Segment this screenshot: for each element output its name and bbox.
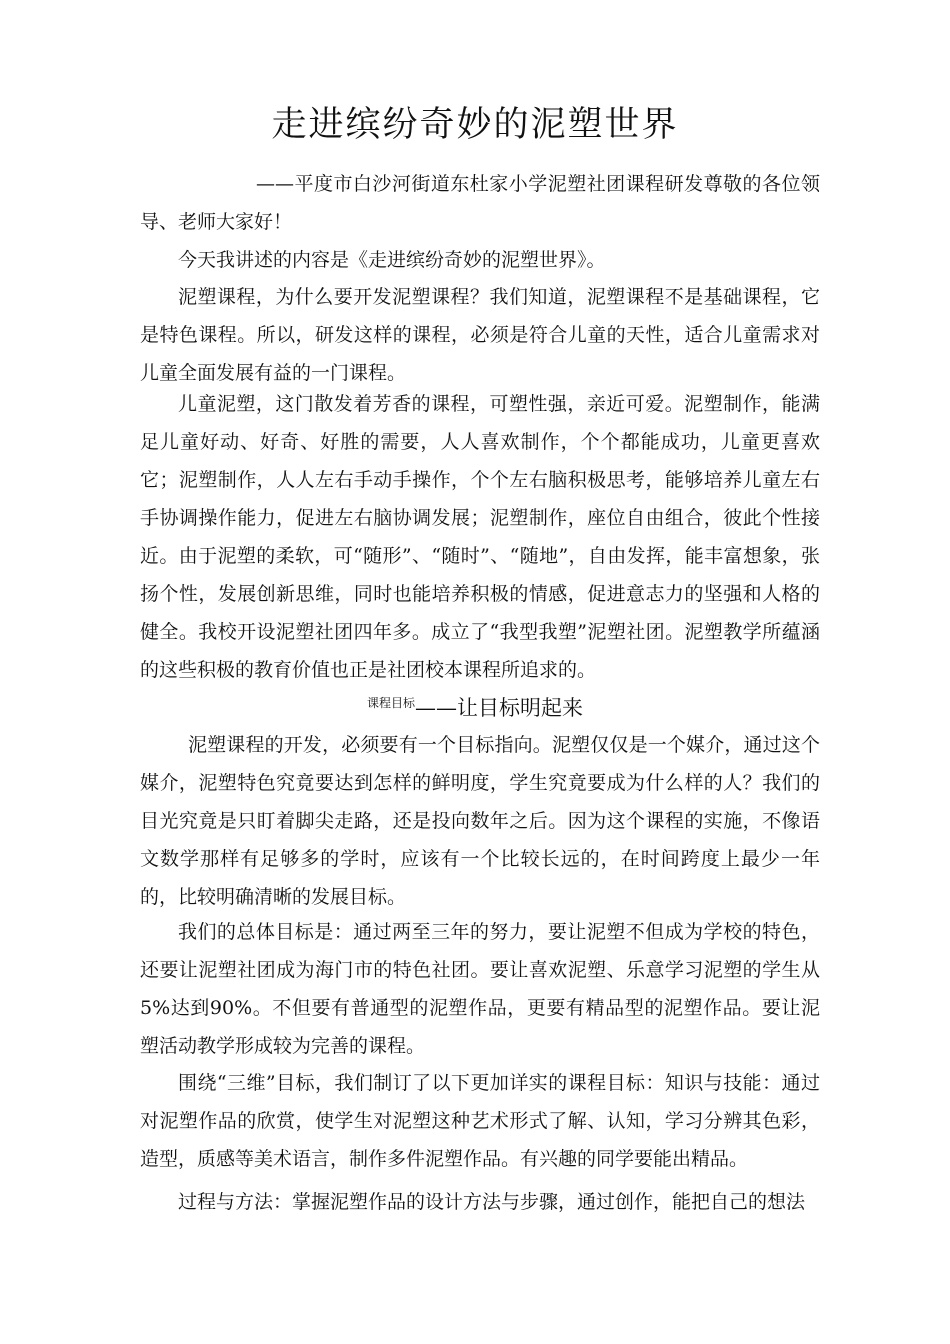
section-heading-text: ——让目标明起来 <box>415 696 583 720</box>
paragraph-children-clay: 儿童泥塑，这门散发着芳香的课程，可塑性强，亲近可爱。泥塑制作，能满足儿童好动、好奇、好胜的需要，人人喜欢制作，个个都能成功，儿童更喜欢它；泥塑制作，人人左右手动手操作，个个左右脑积极思考，能够培养儿童左右手协调操作能力，促进左右脑协调发展；泥塑制作，座位自由组合，彼此个性接近。由于泥塑的柔软，可“随形”、“随时”、“随地”，自由发挥，能丰富想象，张扬个性，发展创新思维，同时也能培养积极的情感，促进意志力的坚强和人格的健全。我校开设泥塑社团四年多。成立了“我型我塑”泥塑社团。泥塑教学所蕴涵的这些积极的教育价值也正是社团校本课程所追求的。 <box>140 393 820 681</box>
paragraph-three-dimension-goals: 围绕“三维”目标，我们制订了以下更加详实的课程目标：知识与技能：通过对泥塑作品的欣赏，使学生对泥塑这种艺术形式了解、认知，学习分辨其色彩，造型，质感等美术语言，制作多件泥塑作品。有兴趣的同学要能出精品。 <box>140 1072 820 1170</box>
document-title: 走进缤纷奇妙的泥塑世界 <box>271 105 679 145</box>
paragraph-intro: 今天我讲述的内容是《走进缤纷奇妙的泥塑世界》。 <box>178 249 606 271</box>
paragraph-why-course: 泥塑课程，为什么要开发泥塑课程？我们知道，泥塑课程不是基础课程，它是特色课程。所以，研发这样的课程，必须是符合儿童的天性，适合儿童需求对儿童全面发展有益的一门课程。 <box>140 286 820 384</box>
paragraph-goal-direction: 泥塑课程的开发，必须要有一个目标指向。泥塑仅仅是一个媒介，通过这个媒介，泥塑特色究竟要达到怎样的鲜明度，学生究竟要成为什么样的人？我们的目光究竟是只盯着脚尖走路，还是投向数年之后。因为这个课程的实施，不像语文数学那样有足够多的学时，应该有一个比较长远的，在时间跨度上最少一年的，比较明确清晰的发展目标。 <box>140 734 820 908</box>
paragraph-overall-goal: 我们的总体目标是：通过两至三年的努力，要让泥塑不但成为学校的特色，还要让泥塑社团成为海门市的特色社团。要让喜欢泥塑、乐意学习泥塑的学生从5%达到90%。不但要有普通型的泥塑作品，更要有精品型的泥塑作品。要让泥塑活动教学形成较为完善的课程。 <box>140 921 820 1057</box>
section-heading-label: 课程目标 <box>366 696 415 710</box>
paragraph-process-method: 过程与方法：掌握泥塑作品的设计方法与步骤，通过创作，能把自己的想法 <box>178 1191 806 1213</box>
section-heading-course-goals <box>0 684 950 729</box>
document-subtitle: ——平度市白沙河街道东杜家小学泥塑社团课程研发尊敬的各位领导、老师大家好！ <box>140 173 820 233</box>
